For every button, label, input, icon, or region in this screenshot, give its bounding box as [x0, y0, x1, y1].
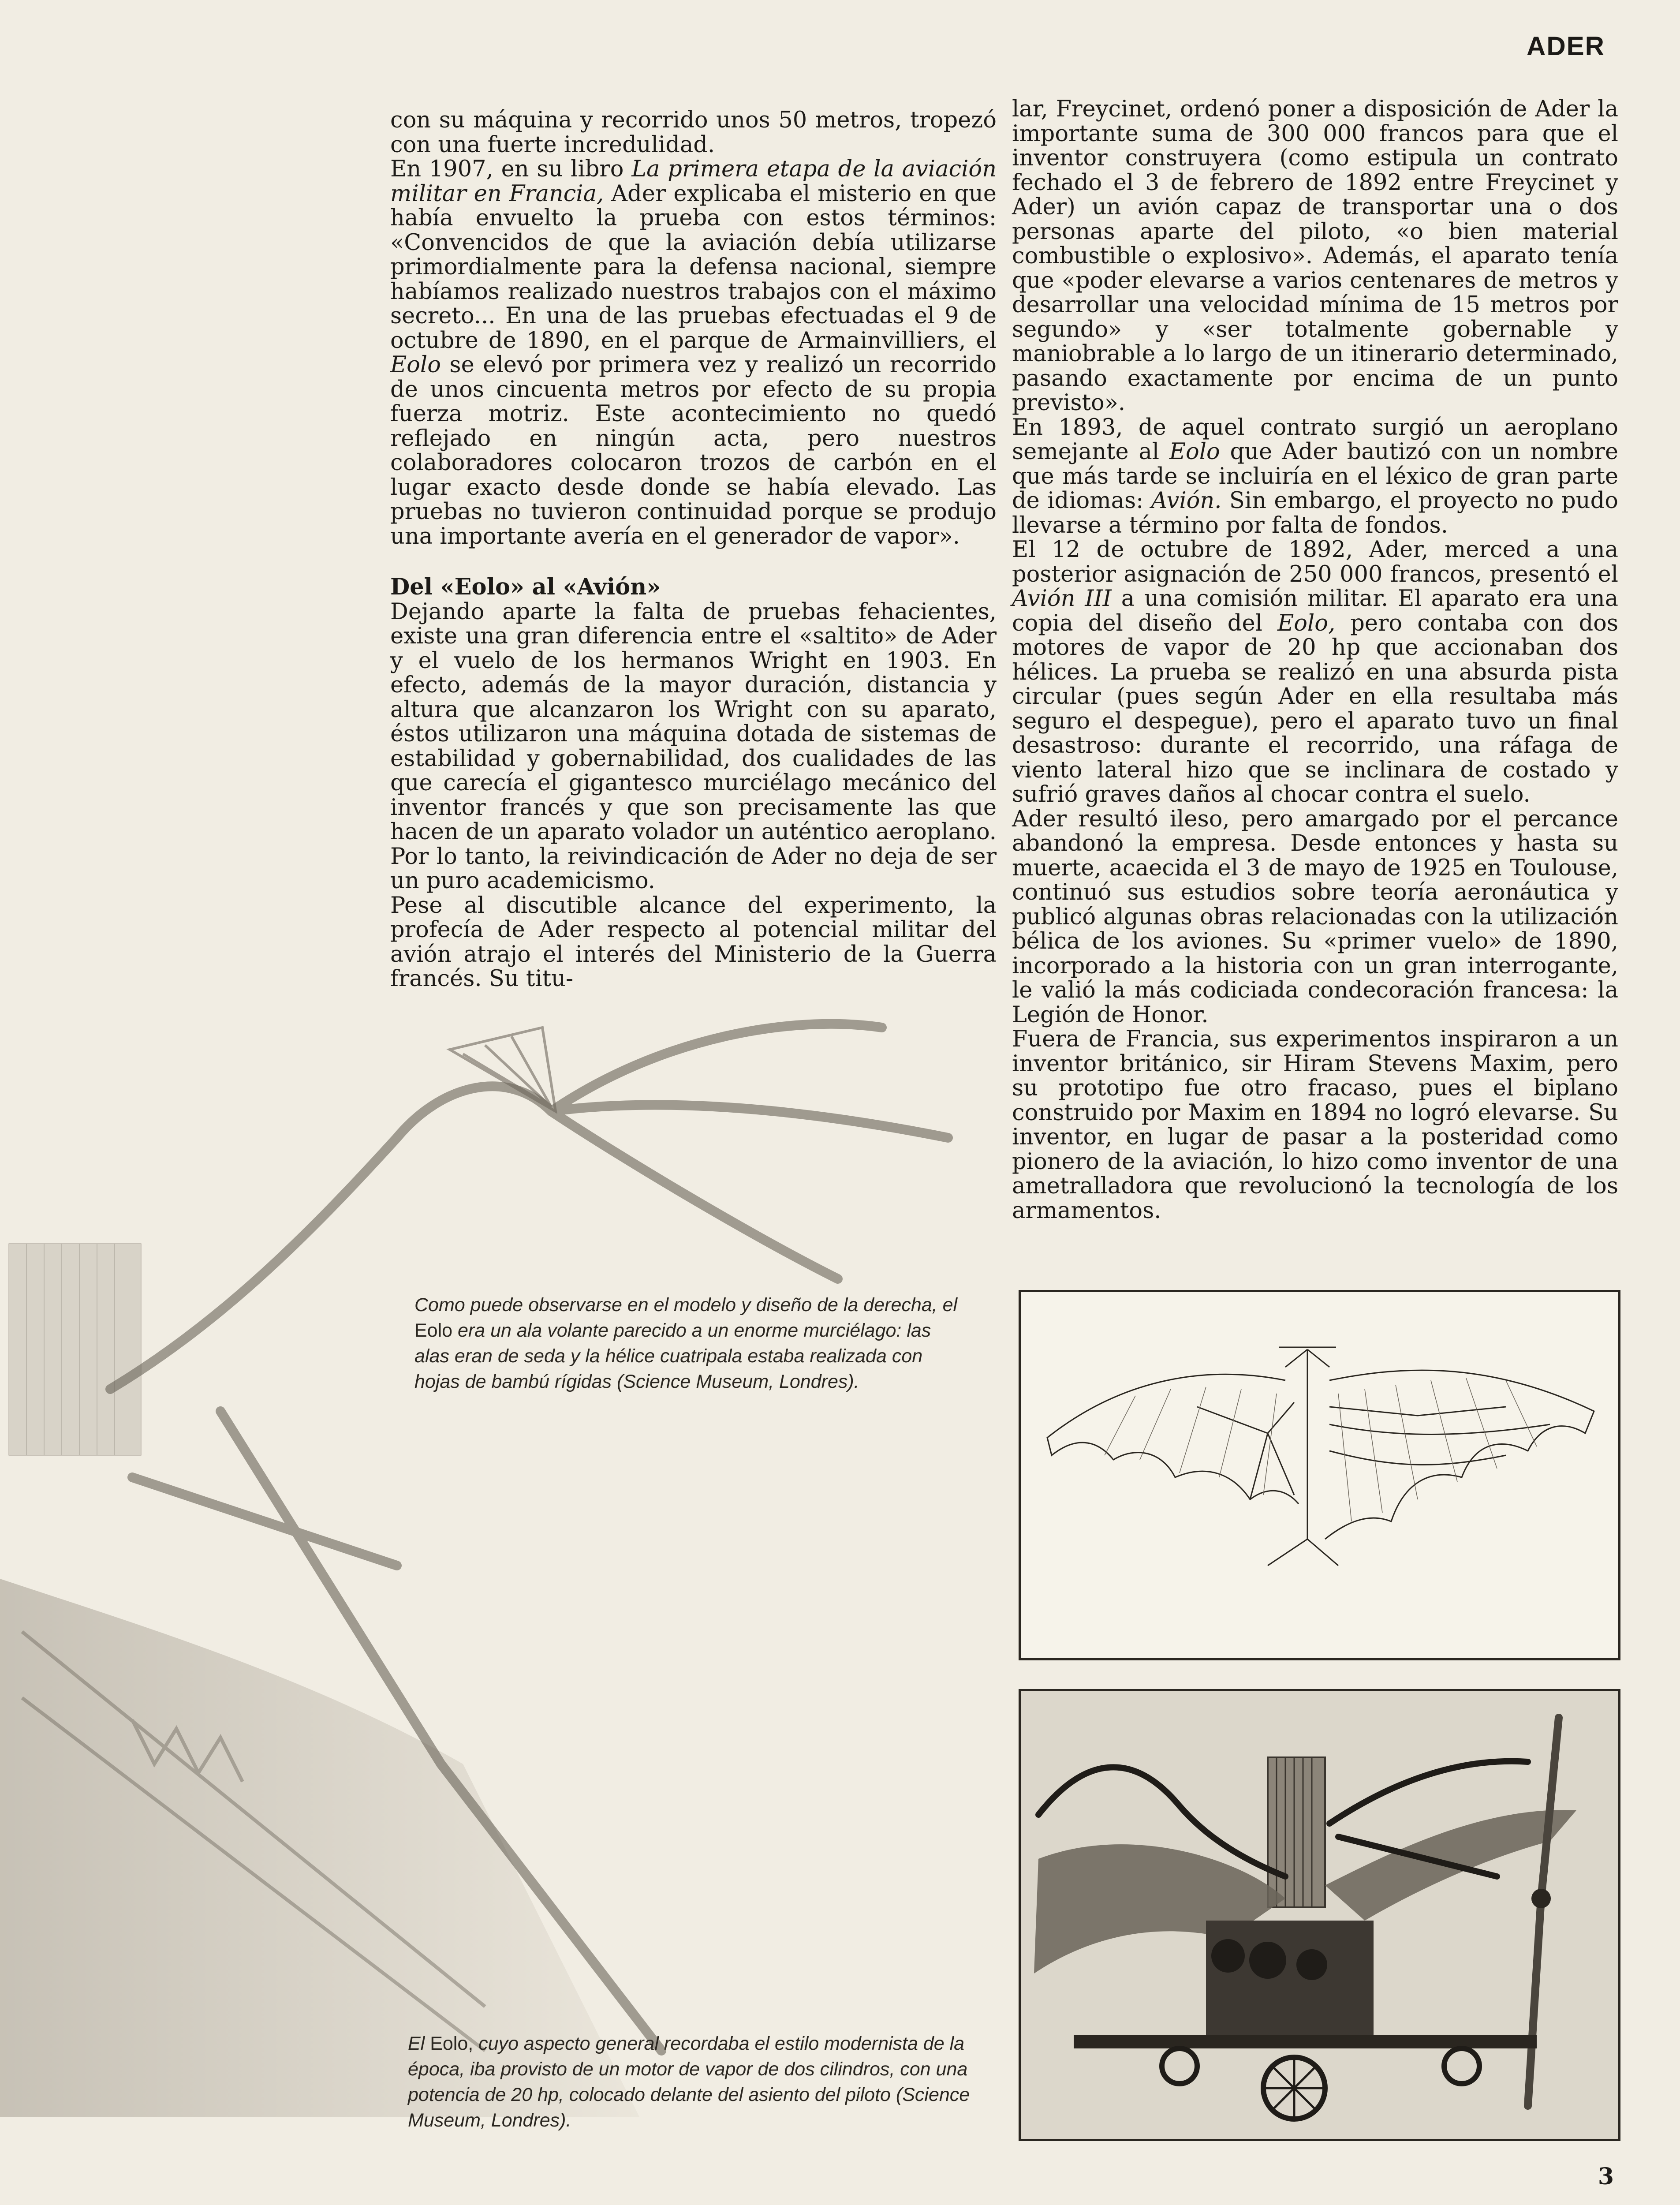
text-column-left [390, 108, 997, 991]
eolo-line-drawing [1019, 1290, 1620, 1660]
eolo-model-photo-background [0, 1014, 1014, 2205]
page-number: 3 [1598, 2163, 1614, 2190]
paragraph: con su máquina y recorrido unos 50 metros, tropezó con una fuerte incredulidad. [390, 107, 997, 158]
bat-wing-plane-drawing [1021, 1292, 1618, 1658]
figure-caption-drawing: Como puede observarse en el modelo y diseño de la derecha, el Eolo era un ala volante parecido a un enorme murciélago: las alas eran de seda y la hélice cuatripala estaba realizada con hojas de bambú rígidas (Science Museum, Londres). [414, 1294, 958, 1392]
figure-caption-photo: El Eolo, cuyo aspecto general recordaba el estilo modernista de la época, iba provisto de un motor de vapor de dos cilindros, con una potencia de 20 hp, colocado delante del asiento del piloto (Science Museum, Londres). [408, 2033, 970, 2131]
paragraph: Pese al discutible alcance del experimento, la profecía de Ader respecto al potencial militar del avión atrajo el interés del Ministerio de la Guerra francés. Su titu- [390, 892, 997, 992]
paragraph: En 1893, de aquel contrato surgió un aeroplano semejante al Eolo que Ader bautizó con un nombre que más tarde se incluiría en el léxico de gran parte de idiomas: Avión. Sin embargo, el proyecto no pudo llevarse a término por falta de fondos. [1012, 414, 1618, 538]
paragraph: lar, Freycinet, ordenó poner a disposición de Ader la importante suma de 300 000 francos para que el inventor construyera (como estipula un contrato fechado el 3 de febrero de 1892 entre Freycinet y Ader) un avión capaz de transportar una o dos personas aparte del piloto, «o bien material combustible o explosivo». Además, el aparato tenía que «poder elevarse a varios centenares de metros y desarrollar una velocidad mínima de 15 metros por segundo» y «ser totalmente gobernable y maniobrable a lo largo de un itinerario determinado, pasando exactamente por encima de un punto previsto». [1012, 96, 1618, 416]
paragraph: Ader resultó ileso, pero amargado por el percance abandonó la empresa. Desde entonces y hasta su muerte, acaecida el 3 de mayo de 1925 en Toulouse, continuó sus estudios sobre teoría aeronáutica y publicó algunas obras relacionadas con la utilización bélica de los aviones. Su «primer vuelo» de 1890, incorporado a la historia con un gran interrogante, le valió la más codiciada condecoración francesa: la Legión de Honor. [1012, 806, 1618, 1028]
book-title: La primera etapa de la aviación militar en Francia, [390, 156, 997, 207]
text-column-right [1012, 97, 1618, 1223]
paragraph: En 1907, en su libro La primera etapa de la aviación militar en Francia, Ader explicaba el misterio en que había envuelto la prueba con estos términos: «Convencidos de que la aviación debía utilizarse primordialmente para la defensa nacional, siempre habíamos realizado nuestros trabajos con el máximo secreto... En una de las pruebas efectuadas el 9 de octubre de 1890, en el parque de Armainvilliers, el Eolo se elevó por primera vez y realizó un recorrido de unos cincuenta metros por efecto de su propia fuerza motriz. Este acontecimiento no quedó reflejado en ningún acta, pero nuestros colaboradores colocaron trozos de carbón en el lugar exacto desde donde se había elevado. Las pruebas no tuvieron continuidad porque se produjo una importante avería en el generador de vapor». [390, 156, 997, 549]
paragraph: El 12 de octubre de 1892, Ader, merced a una posterior asignación de 250 000 francos, presentó el Avión III a una comisión militar. El aparato era una copia del diseño del Eolo, pero contaba con dos motores de vapor de 20 hp que accionaban dos hélices. La prueba se realizó en una absurda pista circular (pues según Ader en ella resultaba más seguro el despegue), pero el aparato tuvo un final desastroso: durante el recorrido, una ráfaga de viento lateral hizo que se inclinara de costado y sufrió graves daños al chocar contra el suelo. [1012, 537, 1619, 807]
paragraph: Dejando aparte la falta de pruebas fehacientes, existe una gran diferencia entre el «saltito» de Ader y el vuelo de los hermanos Wright en 1903. En efecto, además de la mayor duración, distancia y altura que alcanzaron los Wright con su aparato, éstos utilizaron una máquina dotada de sistemas de estabilidad y gobernabilidad, dos cualidades de las que carecía el gigantesco murciélago mecánico del inventor francés y que son precisamente las que hacen de un aparato volador un auténtico aeroplano. Por lo tanto, la reivindicación de Ader no deja de ser un puro academicismo. [390, 598, 997, 894]
paragraph: Fuera de Francia, sus experimentos inspiraron a un inventor británico, sir Hiram Stevens Maxim, pero su prototipo fue otro fracaso, pues el biplano construido por Maxim en 1894 no logró elevarse. Su inventor, en lugar de pasar a la posteridad como pionero de la aviación, lo hizo como inventor de una ametralladora que revolucionó la tecnología de los armamentos. [1012, 1026, 1618, 1224]
section-header: ADER [1526, 31, 1605, 61]
section-subheading: Del «Eolo» al «Avión» [390, 574, 661, 600]
eolo-model-photo [1019, 1689, 1620, 2141]
steam-plane-model-photo [1021, 1691, 1618, 2139]
